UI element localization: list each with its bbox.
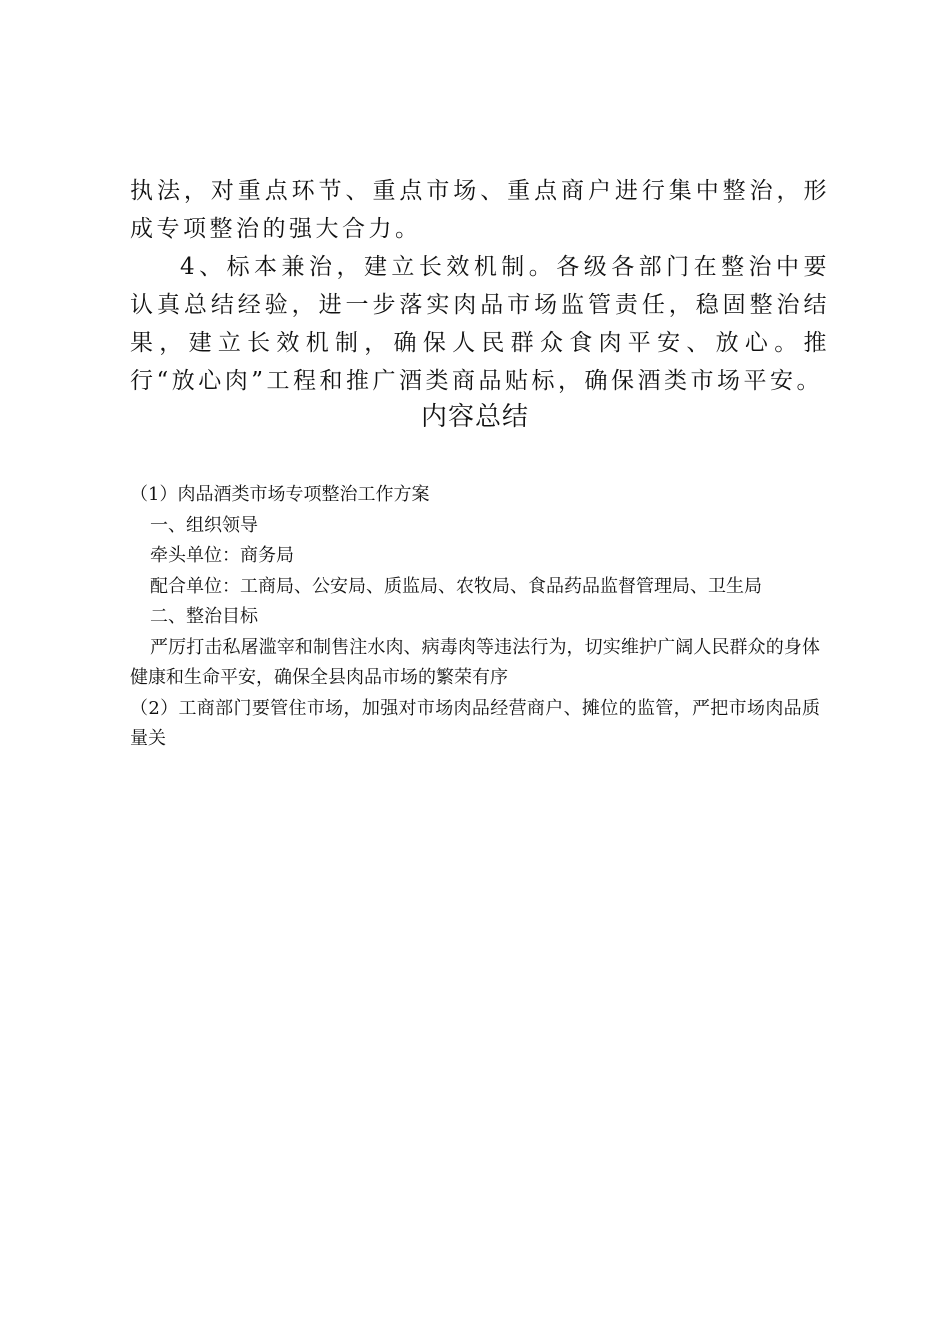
summary-item: 配合单位：工商局、公安局、质监局、农牧局、食品药品监督管理局、卫生局 <box>150 575 762 597</box>
summary-content <box>130 480 820 755</box>
summary-item: 牵头单位：商务局 <box>150 545 294 566</box>
summary-title: 内容总结 <box>420 402 529 432</box>
body-paragraph: 4、标本兼治，建立长效机制。各级各部门在整治中要认真总结经验，进一步落实肉品市场监管责任，稳固整治结果，建立长效机制，确保人民群众食肉平安、放心。推行“放心肉”工程和推广酒类商品贴标，确保酒类市场平安。 <box>130 254 830 394</box>
body-paragraph: 执法，对重点环节、重点市场、重点商户进行集中整治，形成专项整治的强大合力。 <box>130 178 830 242</box>
body-text <box>130 172 830 400</box>
summary-item: （2）工商部门要管住市场，加强对市场肉品经营商户、摊位的监管，严把市场肉品质量关 <box>130 697 820 749</box>
summary-item: 一、组织领导 <box>150 514 258 536</box>
summary-item: 严厉打击私屠滥宰和制售注水肉、病毒肉等违法行为，切实维护广阔人民群众的身体健康和生命平安，确保全县肉品市场的繁荣有序 <box>130 636 820 688</box>
summary-item: 二、整治目标 <box>150 606 258 627</box>
summary-item: （1）肉品酒类市场专项整治工作方案 <box>130 484 430 505</box>
